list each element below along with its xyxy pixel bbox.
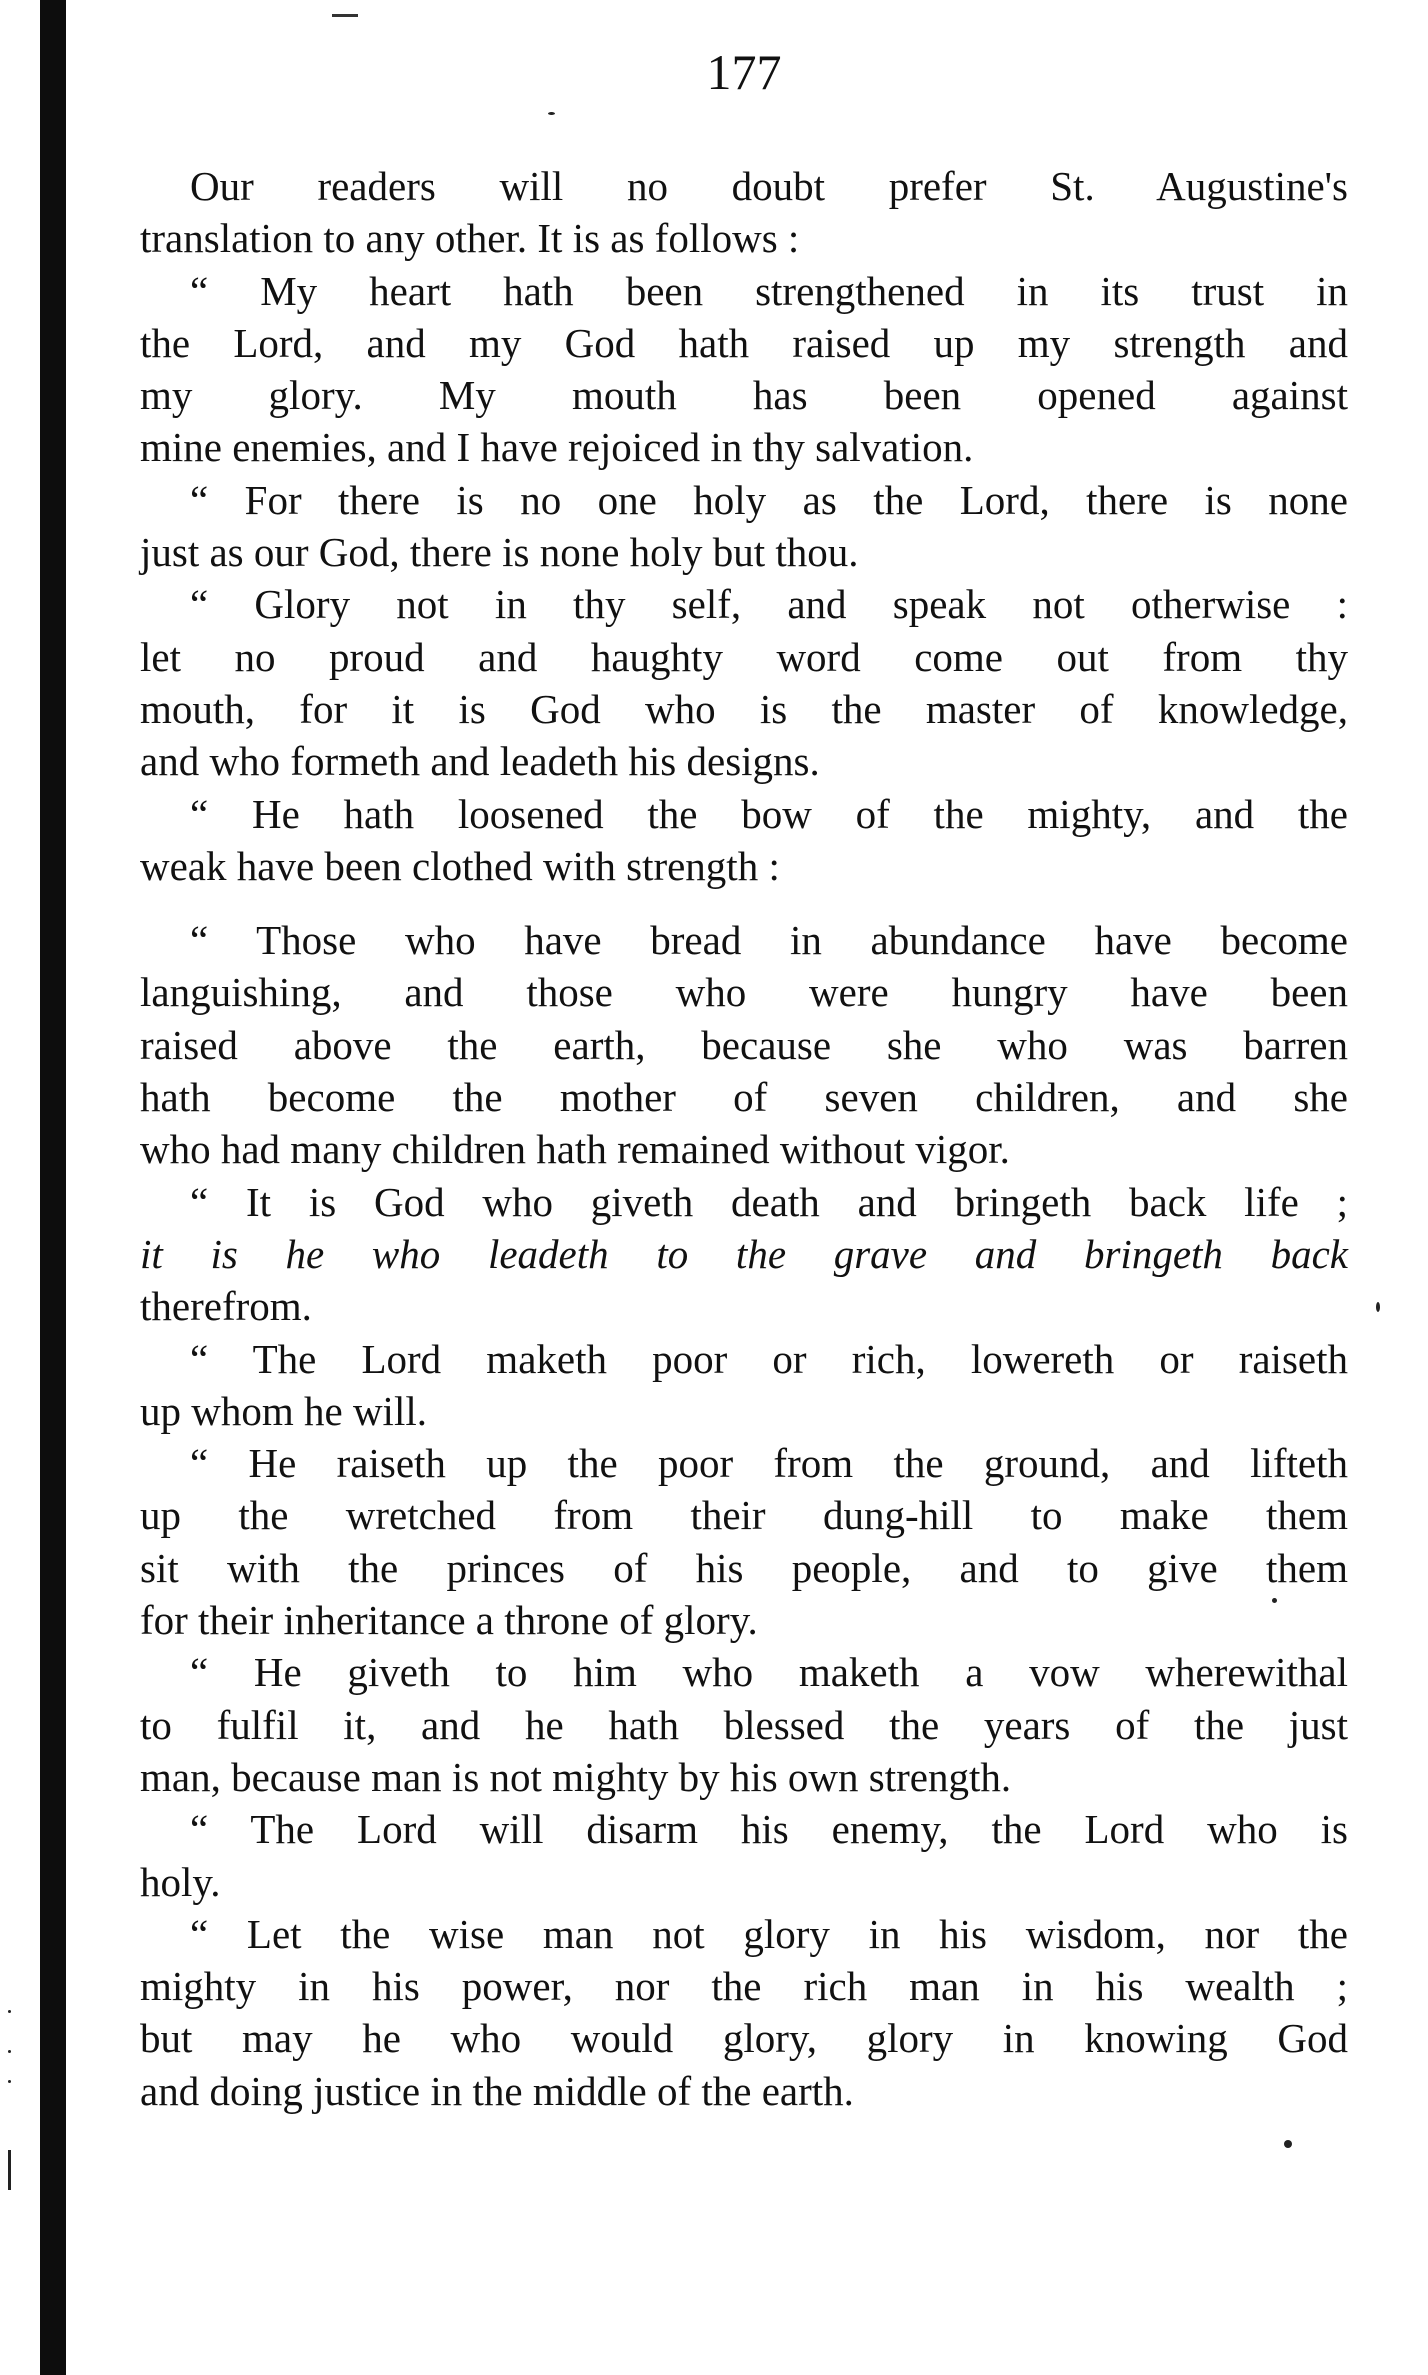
text-line: “ It is God who giveth death and bringeth back life ; <box>190 1178 1348 1225</box>
text-line: to fulfil it, and he hath blessed the years of the just <box>140 1701 1348 1748</box>
text-line: just as our God, there is none holy but thou. <box>140 529 859 576</box>
text-line: it is he who leadeth to the grave and bringeth back <box>140 1230 1348 1277</box>
scan-speck <box>8 2080 11 2083</box>
text-line: “ Let the wise man not glory in his wisdom, nor the <box>190 1910 1348 1957</box>
paragraph <box>140 914 1348 1175</box>
text-line: languishing, and those who were hungry have been <box>140 969 1348 1016</box>
text-line: man, because man is not mighty by his own strength. <box>140 1753 1012 1800</box>
text-line: holy. <box>140 1858 221 1905</box>
text-line: mine enemies, and I have rejoiced in thy salvation. <box>140 424 974 471</box>
text-line: raised above the earth, because she who was barren <box>140 1021 1348 1068</box>
paragraph <box>140 1176 1348 1333</box>
text-line: translation to any other. It is as follows : <box>140 215 800 262</box>
text-line: “ Glory not in thy self, and speak not otherwise : <box>190 581 1348 628</box>
text-line: “ The Lord will disarm his enemy, the Lord who is <box>190 1806 1348 1853</box>
paragraph <box>140 265 1348 474</box>
paragraph <box>140 1803 1348 1908</box>
text-line: and doing justice in the middle of the earth. <box>140 2067 854 2114</box>
text-line: “ The Lord maketh poor or rich, lowereth or raiseth <box>190 1335 1348 1382</box>
top-scan-mark <box>332 14 358 17</box>
text-line: mouth, for it is God who is the master of knowledge, <box>140 685 1348 732</box>
text-line: mighty in his power, nor the rich man in his wealth ; <box>140 1963 1348 2010</box>
text-line: sit with the princes of his people, and to give them <box>140 1544 1348 1591</box>
scan-speck <box>1284 2140 1292 2148</box>
paragraph <box>140 474 1348 579</box>
text-line: weak have been clothed with strength : <box>140 842 780 889</box>
text-line: up the wretched from their dung-hill to make them <box>140 1492 1348 1539</box>
text-line: hath become the mother of seven children, and she <box>140 1074 1348 1121</box>
paragraph <box>140 1908 1348 2117</box>
text-line: let no proud and haughty word come out from thy <box>140 633 1348 680</box>
text-line: but may he who would glory, glory in knowing God <box>140 2015 1348 2062</box>
page-number: 177 <box>706 44 782 100</box>
scan-speck <box>548 112 555 115</box>
scan-speck <box>8 2010 11 2013</box>
paragraph <box>140 1646 1348 1803</box>
text-line: who had many children hath remained without vigor. <box>140 1126 1010 1173</box>
text-line: therefrom. <box>140 1283 312 1330</box>
text-line: my glory. My mouth has been opened against <box>140 372 1348 419</box>
paragraph <box>140 1437 1348 1646</box>
body-text <box>140 160 1348 2117</box>
page-binding-edge <box>40 0 66 2375</box>
text-line: Our readers will no doubt prefer St. Augustine's <box>190 163 1348 209</box>
text-line: and who formeth and leadeth his designs. <box>140 738 820 785</box>
text-line: the Lord, and my God hath raised up my strength and <box>140 319 1348 366</box>
scan-speck <box>1376 1302 1380 1312</box>
text-line: for their inheritance a throne of glory. <box>140 1597 758 1644</box>
scan-speck <box>8 2050 11 2053</box>
paragraph <box>140 1333 1348 1438</box>
paragraph <box>140 788 1348 893</box>
text-line: “ He giveth to him who maketh a vow wherewithal <box>190 1649 1348 1696</box>
scan-speck <box>1272 1598 1277 1603</box>
text-line: “ Those who have bread in abundance have become <box>190 917 1348 964</box>
text-line: “ He raiseth up the poor from the ground, and lifteth <box>190 1440 1348 1487</box>
paragraph <box>140 578 1348 787</box>
scan-speck <box>8 2150 11 2190</box>
text-line: up whom he will. <box>140 1387 427 1434</box>
text-line: “ He hath loosened the bow of the mighty, and the <box>190 790 1348 837</box>
paragraph <box>140 160 1348 265</box>
text-line: “ For there is no one holy as the Lord, there is none <box>190 476 1348 523</box>
text-line: “ My heart hath been strengthened in its trust in <box>190 267 1348 314</box>
